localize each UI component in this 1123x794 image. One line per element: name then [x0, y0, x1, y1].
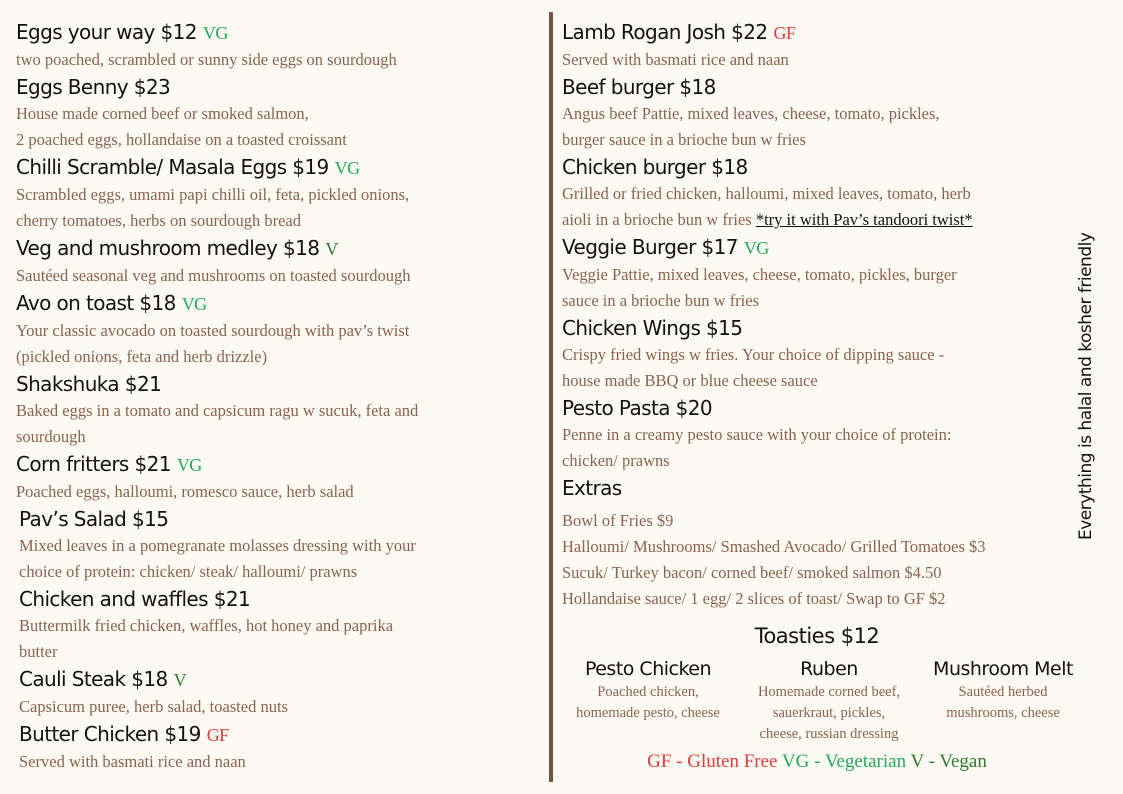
diet-tag: VG [743, 238, 769, 258]
diet-tag: V [325, 239, 338, 259]
item-description: sauce in a brioche bun w fries [562, 291, 760, 310]
toastie-description: Homemade corned beef, [757, 684, 901, 700]
toastie-item [740, 656, 918, 745]
legend-vegan: V - Vegan [910, 751, 987, 772]
item-name: Eggs Benny $23 [16, 75, 171, 99]
menu-item [16, 720, 536, 775]
legend-vegetarian: VG - Vegetarian [781, 751, 907, 772]
item-description: cherry tomatoes, herbs on sourdough bread [16, 211, 302, 230]
legend-gluten-free: GF - Gluten Free [647, 751, 778, 772]
menu-item-title [19, 720, 536, 749]
extras-line: Hollandaise sauce/ 1 egg/ 2 slices of toast/ Swap to GF $2 [562, 589, 946, 608]
item-name: Pesto Pasta $20 [562, 396, 712, 420]
diet-legend [562, 751, 1072, 773]
item-description: (pickled onions, feta and herb drizzle) [16, 347, 268, 366]
extras-line: Bowl of Fries $9 [562, 511, 674, 530]
item-description: butter [19, 642, 58, 661]
menu-item [562, 394, 1072, 474]
extras-line: Sucuk/ Turkey bacon/ corned beef/ smoked salmon $4.50 [562, 563, 942, 582]
tandoori-twist-note: *try it with Pav’s tandoori twist* [755, 210, 973, 229]
menu-item [16, 585, 536, 665]
menu-item [562, 233, 1072, 314]
diet-tag: VG [202, 23, 228, 43]
item-name: Beef burger $18 [562, 75, 716, 99]
toastie-item [924, 656, 1082, 724]
item-description: Baked eggs in a tomato and capsicum ragu w sucuk, feta and [16, 401, 419, 420]
toastie-description: cheese, russian dressing [759, 726, 899, 742]
item-description: two poached, scrambled or sunny side eggs on sourdough [16, 50, 397, 69]
toastie-description: Sautéed herbed [958, 684, 1048, 700]
menu-item-title [562, 394, 1072, 422]
item-name: Shakshuka $21 [16, 372, 162, 396]
item-description: Your classic avocado on toasted sourdough with pav’s twist [16, 321, 410, 340]
item-description: Penne in a creamy pesto sauce with your choice of protein: [562, 425, 952, 444]
item-description: Crispy fried wings w fries. Your choice of dipping sauce - [562, 345, 945, 364]
item-name: Lamb Rogan Josh $22 [562, 20, 768, 44]
menu-item-title [16, 450, 536, 479]
halal-kosher-note: Everything is halal and kosher friendly [1076, 232, 1096, 540]
toastie-description: mushrooms, cheese [946, 705, 1060, 721]
diet-tag: VG [334, 158, 360, 178]
item-description: house made BBQ or blue cheese sauce [562, 371, 818, 390]
item-name: Chicken Wings $15 [562, 316, 743, 340]
item-description: burger sauce in a brioche bun w fries [562, 130, 806, 149]
item-name: Avo on toast $18 [16, 291, 176, 315]
left-menu-column [16, 18, 536, 775]
menu-item [16, 153, 536, 234]
diet-tag: GF [773, 23, 796, 43]
menu-item [562, 153, 1072, 233]
menu-item [16, 18, 536, 73]
item-description: choice of protein: chicken/ steak/ halloumi/ prawns [19, 562, 358, 581]
item-description-with-link [562, 207, 1072, 233]
menu-item [562, 18, 1072, 73]
menu-item [16, 234, 536, 289]
item-description: 2 poached eggs, hollandaise on a toasted croissant [16, 130, 347, 149]
menu-item-title [16, 73, 536, 101]
item-description: chicken/ prawns [562, 451, 670, 470]
menu-item-title [562, 153, 1072, 181]
diet-tag: VG [181, 294, 207, 314]
menu-item [16, 450, 536, 505]
toasties-title: Toasties $12 [754, 624, 880, 648]
item-name: Eggs your way $12 [16, 20, 197, 44]
menu-item-title [562, 233, 1072, 262]
item-name: Corn fritters $21 [16, 452, 171, 476]
menu-item-title [16, 18, 536, 47]
toastie-name: Ruben [800, 658, 858, 680]
extras-section [562, 474, 1072, 612]
item-name: Chicken and waffles $21 [19, 587, 251, 611]
item-description: Veggie Pattie, mixed leaves, cheese, tomato, pickles, burger [562, 265, 957, 284]
item-description: aioli in a brioche bun w fries [562, 210, 752, 229]
column-divider [549, 12, 553, 782]
diet-tag: VG [176, 455, 202, 475]
menu-item-title [562, 314, 1072, 342]
item-description: Capsicum puree, herb salad, toasted nuts [19, 697, 288, 716]
toastie-name: Pesto Chicken [584, 658, 712, 680]
extras-title: Extras [562, 476, 622, 500]
menu-item [562, 73, 1072, 153]
item-description: Grilled or fried chicken, halloumi, mixed leaves, tomato, herb [562, 184, 971, 203]
item-description: Mixed leaves in a pomegranate molasses dressing with your [19, 536, 416, 555]
menu-item [16, 73, 536, 153]
menu-item-title [19, 585, 536, 613]
toastie-description: Poached chicken, [597, 684, 699, 700]
menu-item-title [562, 73, 1072, 101]
item-description: Poached eggs, halloumi, romesco sauce, herb salad [16, 482, 354, 501]
menu-item-title [19, 665, 536, 694]
item-description: sourdough [16, 427, 86, 446]
item-name: Chilli Scramble/ Masala Eggs $19 [16, 155, 329, 179]
menu-item [562, 314, 1072, 394]
item-name: Butter Chicken $19 [19, 722, 201, 746]
item-name: Cauli Steak $18 [19, 667, 168, 691]
diet-tag: V [173, 670, 186, 690]
menu-item [16, 289, 536, 370]
item-description: Scrambled eggs, umami papi chilli oil, feta, pickled onions, [16, 185, 410, 204]
item-name: Veggie Burger $17 [562, 235, 738, 259]
item-name: Veg and mushroom medley $18 [16, 236, 320, 260]
menu-item [16, 370, 536, 450]
item-description: House made corned beef or smoked salmon, [16, 104, 309, 123]
item-description: Angus beef Pattie, mixed leaves, cheese, tomato, pickles, [562, 104, 940, 123]
extras-line: Halloumi/ Mushrooms/ Smashed Avocado/ Grilled Tomatoes $3 [562, 537, 986, 556]
toastie-name: Mushroom Melt [933, 658, 1073, 680]
menu-item-title [16, 370, 536, 398]
right-menu-column [562, 18, 1072, 612]
item-description: Sautéed seasonal veg and mushrooms on toasted sourdough [16, 266, 411, 285]
item-description: Served with basmati rice and naan [562, 50, 789, 69]
diet-tag: GF [206, 725, 229, 745]
menu-item-title [16, 234, 536, 263]
menu-item-title [16, 289, 536, 318]
item-name: Chicken burger $18 [562, 155, 748, 179]
toastie-item [562, 656, 734, 724]
toastie-description: homemade pesto, cheese [576, 705, 720, 721]
menu-item-title [16, 153, 536, 182]
menu-item [16, 505, 536, 585]
menu-item [16, 665, 536, 720]
menu-item-title [562, 18, 1072, 47]
item-description: Buttermilk fried chicken, waffles, hot honey and paprika [19, 616, 394, 635]
toastie-description: sauerkraut, pickles, [772, 705, 886, 721]
item-name: Pav’s Salad $15 [19, 507, 169, 531]
item-description: Served with basmati rice and naan [19, 752, 246, 771]
menu-item-title [19, 505, 536, 533]
